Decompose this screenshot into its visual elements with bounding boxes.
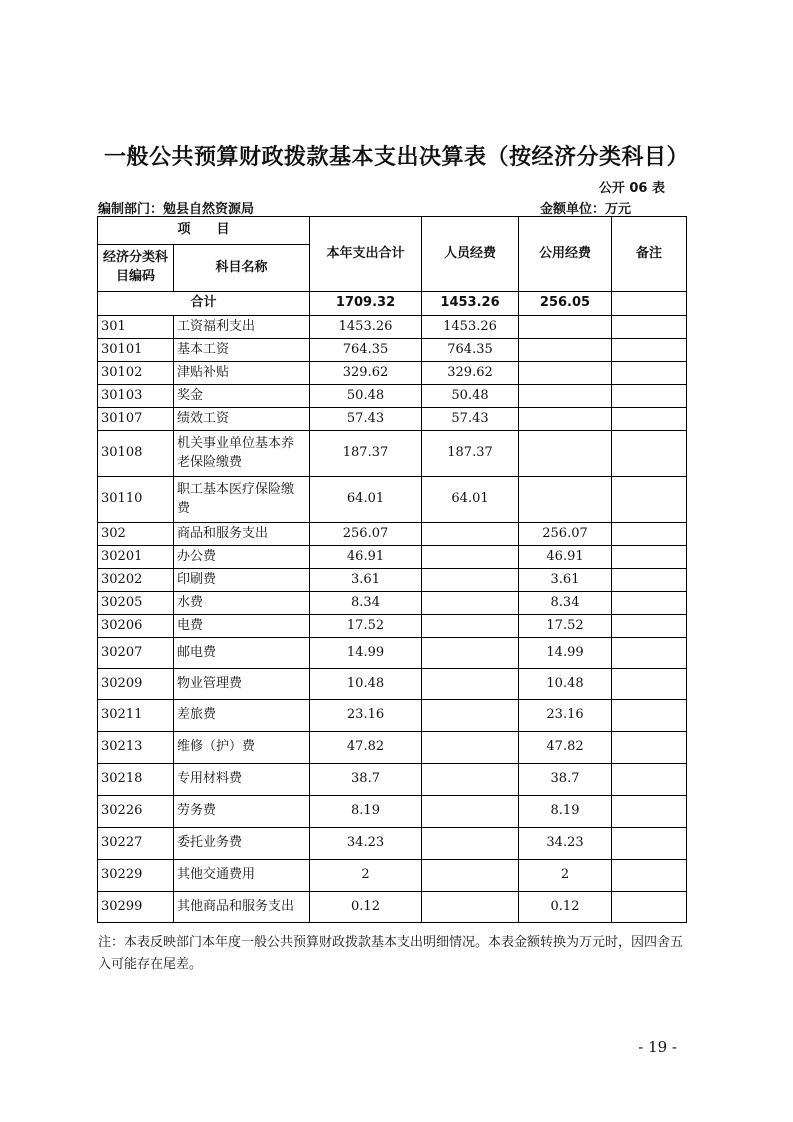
- header-row-1: [98, 217, 687, 245]
- row-name: 商品和服务支出: [174, 523, 310, 546]
- row-remark: [612, 892, 687, 923]
- row-personnel: [422, 546, 519, 569]
- row-total: 64.01: [310, 477, 422, 523]
- table-row: [98, 732, 687, 764]
- row-remark: [612, 860, 687, 892]
- table-row: [98, 431, 687, 477]
- row-code: 30202: [98, 569, 174, 592]
- row-total: 187.37: [310, 431, 422, 477]
- row-code: 30213: [98, 732, 174, 764]
- row-personnel: 329.62: [422, 362, 519, 385]
- row-personnel: [422, 796, 519, 828]
- row-remark: [612, 431, 687, 477]
- table-row: [98, 569, 687, 592]
- table-row: [98, 408, 687, 431]
- row-public: [519, 477, 612, 523]
- row-code: 30102: [98, 362, 174, 385]
- row-personnel: [422, 764, 519, 796]
- row-name: 劳务费: [174, 796, 310, 828]
- row-name: 津贴补贴: [174, 362, 310, 385]
- table-row: [98, 592, 687, 615]
- row-personnel: [422, 892, 519, 923]
- header-public: 公用经费: [519, 217, 612, 292]
- row-personnel: [422, 615, 519, 638]
- row-personnel: [422, 523, 519, 546]
- row-name: 水费: [174, 592, 310, 615]
- row-public: 3.61: [519, 569, 612, 592]
- total-label: 合计: [98, 292, 310, 316]
- row-code: 30299: [98, 892, 174, 923]
- row-public: 46.91: [519, 546, 612, 569]
- row-name: 委托业务费: [174, 828, 310, 860]
- table-row: [98, 362, 687, 385]
- row-name: 物业管理费: [174, 669, 310, 700]
- row-code: 30206: [98, 615, 174, 638]
- row-name: 基本工资: [174, 339, 310, 362]
- row-public: [519, 431, 612, 477]
- row-public: 14.99: [519, 638, 612, 669]
- row-total: 256.07: [310, 523, 422, 546]
- total-personnel: 1453.26: [422, 292, 519, 316]
- amount-unit-label: 金额单位：万元: [540, 202, 632, 217]
- row-public: [519, 408, 612, 431]
- row-personnel: [422, 569, 519, 592]
- row-code: 30229: [98, 860, 174, 892]
- table-row: [98, 316, 687, 339]
- form-number: 公开 06 表: [598, 181, 665, 196]
- row-name: 其他交通费用: [174, 860, 310, 892]
- header-personnel: 人员经费: [422, 217, 519, 292]
- row-code: 30211: [98, 700, 174, 732]
- row-personnel: 187.37: [422, 431, 519, 477]
- row-remark: [612, 796, 687, 828]
- row-name: 印刷费: [174, 569, 310, 592]
- row-personnel: [422, 638, 519, 669]
- row-code: 30108: [98, 431, 174, 477]
- row-name: 机关事业单位基本养老保险缴费: [174, 431, 310, 477]
- row-total: 23.16: [310, 700, 422, 732]
- table-row: [98, 892, 687, 923]
- row-total: 46.91: [310, 546, 422, 569]
- row-total: 47.82: [310, 732, 422, 764]
- row-code: 301: [98, 316, 174, 339]
- row-name: 办公费: [174, 546, 310, 569]
- row-remark: [612, 362, 687, 385]
- row-total: 764.35: [310, 339, 422, 362]
- row-total: 57.43: [310, 408, 422, 431]
- row-remark: [612, 477, 687, 523]
- row-remark: [612, 592, 687, 615]
- row-name: 邮电费: [174, 638, 310, 669]
- header-code: 经济分类科目编码: [98, 245, 174, 292]
- row-personnel: 1453.26: [422, 316, 519, 339]
- total-remark: [612, 292, 687, 316]
- row-name: 差旅费: [174, 700, 310, 732]
- row-public: 17.52: [519, 615, 612, 638]
- row-total: 8.34: [310, 592, 422, 615]
- row-name: 职工基本医疗保险缴费: [174, 477, 310, 523]
- row-code: 30205: [98, 592, 174, 615]
- row-public: 34.23: [519, 828, 612, 860]
- row-name: 维修（护）费: [174, 732, 310, 764]
- row-personnel: [422, 669, 519, 700]
- table-row: [98, 523, 687, 546]
- row-personnel: [422, 732, 519, 764]
- row-total: 2: [310, 860, 422, 892]
- row-name: 奖金: [174, 385, 310, 408]
- table-row: [98, 477, 687, 523]
- row-public: [519, 339, 612, 362]
- row-remark: [612, 546, 687, 569]
- row-remark: [612, 669, 687, 700]
- row-remark: [612, 316, 687, 339]
- row-name: 工资福利支出: [174, 316, 310, 339]
- row-remark: [612, 764, 687, 796]
- total-row: [98, 292, 687, 316]
- row-public: 10.48: [519, 669, 612, 700]
- row-total: 0.12: [310, 892, 422, 923]
- row-personnel: 764.35: [422, 339, 519, 362]
- row-total: 17.52: [310, 615, 422, 638]
- row-public: 47.82: [519, 732, 612, 764]
- row-code: 30227: [98, 828, 174, 860]
- header-remark: 备注: [612, 217, 687, 292]
- row-remark: [612, 615, 687, 638]
- row-remark: [612, 732, 687, 764]
- department-label: 编制部门：勉县自然资源局: [98, 202, 255, 217]
- row-remark: [612, 638, 687, 669]
- total-public: 256.05: [519, 292, 612, 316]
- row-remark: [612, 700, 687, 732]
- row-code: 30107: [98, 408, 174, 431]
- page-number: - 19 -: [638, 1038, 677, 1056]
- row-public: 2: [519, 860, 612, 892]
- row-code: 30110: [98, 477, 174, 523]
- row-code: 30218: [98, 764, 174, 796]
- table-row: [98, 638, 687, 669]
- table-row: [98, 700, 687, 732]
- header-name: 科目名称: [174, 245, 310, 292]
- row-public: [519, 385, 612, 408]
- row-public: 8.19: [519, 796, 612, 828]
- table-row: [98, 764, 687, 796]
- table-row: [98, 796, 687, 828]
- table-row: [98, 339, 687, 362]
- row-personnel: 57.43: [422, 408, 519, 431]
- total-total: 1709.32: [310, 292, 422, 316]
- table-row: [98, 615, 687, 638]
- row-code: 30209: [98, 669, 174, 700]
- row-personnel: [422, 860, 519, 892]
- row-code: 30226: [98, 796, 174, 828]
- table-row: [98, 546, 687, 569]
- row-public: 256.07: [519, 523, 612, 546]
- row-name: 专用材料费: [174, 764, 310, 796]
- row-public: 8.34: [519, 592, 612, 615]
- row-remark: [612, 385, 687, 408]
- row-remark: [612, 828, 687, 860]
- row-remark: [612, 339, 687, 362]
- row-code: 30207: [98, 638, 174, 669]
- row-total: 50.48: [310, 385, 422, 408]
- row-public: [519, 362, 612, 385]
- row-personnel: [422, 592, 519, 615]
- row-total: 329.62: [310, 362, 422, 385]
- row-code: 30103: [98, 385, 174, 408]
- row-name: 其他商品和服务支出: [174, 892, 310, 923]
- row-remark: [612, 408, 687, 431]
- row-total: 1453.26: [310, 316, 422, 339]
- header-total: 本年支出合计: [310, 217, 422, 292]
- row-name: 绩效工资: [174, 408, 310, 431]
- table-row: [98, 669, 687, 700]
- row-code: 302: [98, 523, 174, 546]
- row-personnel: [422, 700, 519, 732]
- row-name: 电费: [174, 615, 310, 638]
- row-total: 38.7: [310, 764, 422, 796]
- row-public: 23.16: [519, 700, 612, 732]
- expenditure-table: [97, 216, 687, 923]
- row-personnel: [422, 828, 519, 860]
- row-personnel: 64.01: [422, 477, 519, 523]
- row-remark: [612, 569, 687, 592]
- footnote: 注：本表反映部门本年度一般公共预算财政拨款基本支出明细情况。本表金额转换为万元时，因四舍五入可能存在尾差。: [98, 935, 684, 972]
- table-row: [98, 385, 687, 408]
- row-total: 10.48: [310, 669, 422, 700]
- row-total: 14.99: [310, 638, 422, 669]
- row-remark: [612, 523, 687, 546]
- row-total: 3.61: [310, 569, 422, 592]
- row-total: 8.19: [310, 796, 422, 828]
- row-public: [519, 316, 612, 339]
- row-public: 0.12: [519, 892, 612, 923]
- row-public: 38.7: [519, 764, 612, 796]
- row-code: 30201: [98, 546, 174, 569]
- row-personnel: 50.48: [422, 385, 519, 408]
- page-title: 一般公共预算财政拨款基本支出决算表（按经济分类科目）: [103, 145, 689, 170]
- row-code: 30101: [98, 339, 174, 362]
- header-item: 项 目: [98, 217, 310, 245]
- table-row: [98, 828, 687, 860]
- table-row: [98, 860, 687, 892]
- row-total: 34.23: [310, 828, 422, 860]
